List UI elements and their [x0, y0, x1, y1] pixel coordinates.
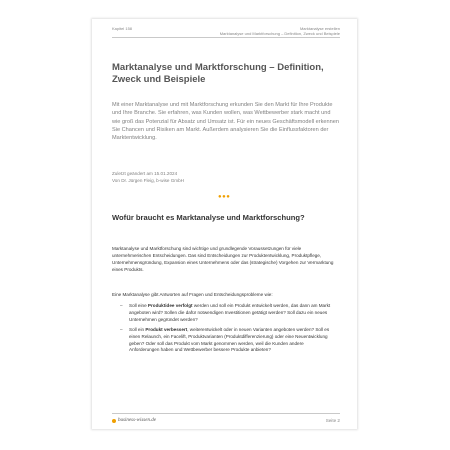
chapter-label: Kapitel 158: [112, 26, 133, 31]
bullet-text-post: werden und soll ein Produkt entwickelt werden, das dann am Markt angeboten wird? Sollen die dafür notwendigen Investitionen getätigt werden? Soll dazu ein neues Unternehmen gegründet werden?: [129, 303, 331, 322]
logo-text: business-wissen.de: [118, 418, 156, 423]
bullet-text-bold: Produkt verbessert: [145, 326, 188, 332]
body-paragraph-2: Eine Marktanalyse gibt Antworten auf Fragen und Entscheidungsprobleme wie:: [112, 292, 273, 297]
author-line: Von Dr. Jürgen Fleig, b-wise GmbH: [112, 178, 184, 183]
running-header: [220, 26, 340, 36]
bullet-dash: –: [120, 326, 123, 332]
page-number: Seite 2: [325, 418, 340, 423]
footer-logo[interactable]: [112, 418, 156, 423]
page-title: Marktanalyse und Marktforschung – Definition, Zweck und Beispiele: [112, 62, 324, 85]
logo-dot-icon: [112, 419, 116, 423]
section-heading: Wofür braucht es Marktanalyse und Marktforschung?: [112, 213, 305, 222]
bullet-text-pre: Soll eine: [129, 303, 148, 308]
list-item: [120, 327, 335, 355]
intro-paragraph: Mit einer Marktanalyse und mit Marktforschung erkunden Sie den Markt für Ihre Produkte und Ihre Branche. Sie erfahren, was Kunden wollen, was Wettbewerber stark macht und wie groß das Potenzial für Absatz und Umsatz ist. Für ein neues Geschäftsmodell erkennen Sie Chancen und Risiken am Markt. Außerdem analysieren Sie die Einflussfaktoren der Marktentwicklung.: [112, 102, 339, 142]
header-divider: [112, 37, 340, 38]
document-page: [92, 19, 357, 429]
bullet-dash: –: [120, 303, 123, 308]
body-paragraph-1: Marktanalyse und Marktforschung sind wichtige und grundlegende Voraussetzungen für viele unternehmerischen Entscheidungen. Das sind Entscheidungen zur Produktentwicklung, Produktpflege, Unternehmensgründung, Expansion eines Unternehmens oder das (strategische) Vorgehen zur Vermarktung eines Produkts.: [112, 246, 334, 272]
list-item: [120, 303, 335, 324]
bullet-list: [120, 303, 335, 357]
updated-date: Zuletzt geändert am 15.01.2024: [112, 171, 178, 176]
footer-divider: [112, 413, 340, 414]
separator-dots-icon: ●●●: [218, 194, 231, 200]
article-meta: [112, 170, 184, 184]
category-label: Marktanalyse erstellen: [299, 26, 340, 31]
bullet-text-bold: Produktidee verfolgt: [147, 303, 193, 308]
running-title: Marktanalyse und Marktforschung – Definition, Zweck und Beispiele: [219, 31, 340, 36]
bullet-text-pre: Soll ein: [129, 326, 146, 332]
bullet-text-post: , weiterentwickelt oder in neuen Varianten angeboten werden? Soll es einen Relaunch, ein Facelift, Produktvarianten (Produktdifferenzierung) oder eine Neuentwicklung geben? Oder soll das Produkt vom Markt genommen werden, weil die Kunden andere Anforderungen haben und Wettbewerber bessere Produkte anbieten?: [129, 326, 330, 353]
